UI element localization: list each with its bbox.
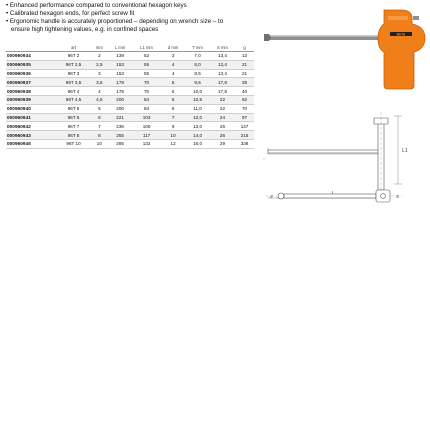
- table-cell: 139: [108, 52, 132, 61]
- svg-text:L1: L1: [402, 148, 408, 154]
- svg-text:d: d: [270, 194, 273, 199]
- article-code-cell: 000960943: [6, 131, 56, 140]
- table-cell: 14,0: [185, 131, 210, 140]
- table-cell: 96T 10: [56, 139, 90, 148]
- feature-item: • Calibrated hexagon ends, for perfect screw fit: [6, 10, 306, 18]
- table-cell: 55: [132, 69, 161, 78]
- table-cell: 13,4: [210, 69, 235, 78]
- table-header-row: [6, 36, 254, 52]
- table-cell: 6: [91, 113, 109, 122]
- table-cell: 21: [235, 60, 254, 69]
- table-cell: 97: [235, 113, 254, 122]
- table-cell: 96T 6: [56, 113, 90, 122]
- table-row: [6, 122, 254, 131]
- table-row: [6, 131, 254, 140]
- table-cell: 55: [132, 60, 161, 69]
- table-cell: 70: [235, 104, 254, 113]
- table-cell: 52: [132, 52, 161, 61]
- table-cell: 4,5: [91, 95, 109, 104]
- table-cell: 215: [235, 131, 254, 140]
- article-code-cell: 000960940: [6, 104, 56, 113]
- table-cell: 132: [132, 139, 161, 148]
- table-cell: 6: [161, 104, 185, 113]
- table-cell: 10: [161, 131, 185, 140]
- feature-item-continuation: ensure high tightening values, e.g. in confined spaces: [11, 26, 159, 33]
- spec-table: [6, 36, 254, 149]
- table-cell: 200: [108, 104, 132, 113]
- column-header: [6, 36, 56, 52]
- table-cell: 5: [161, 78, 185, 87]
- table-cell: 62: [235, 95, 254, 104]
- table-row: [6, 104, 254, 113]
- table-cell: 10,0: [185, 87, 210, 96]
- table-row: [6, 87, 254, 96]
- table-cell: 26: [210, 131, 235, 140]
- table-cell: 84: [132, 104, 161, 113]
- table-cell: 11,0: [185, 104, 210, 113]
- table-cell: 153: [108, 60, 132, 69]
- table-cell: 8,5: [185, 69, 210, 78]
- table-cell: 96T 8: [56, 131, 90, 140]
- feature-list: [6, 2, 306, 34]
- feature-item: • Enhanced performance compared to conventional hexagon keys: [6, 2, 306, 10]
- table-cell: 24: [210, 113, 235, 122]
- table-cell: 10: [91, 139, 109, 148]
- table-cell: 12,0: [185, 113, 210, 122]
- table-row: [6, 139, 254, 148]
- table-cell: 2,5: [91, 60, 109, 69]
- table-cell: 285: [108, 139, 132, 148]
- table-cell: 8: [91, 131, 109, 140]
- handle: [378, 10, 425, 89]
- table-row: [6, 78, 254, 87]
- table-row: [6, 60, 254, 69]
- table-cell: 70: [132, 78, 161, 87]
- table-cell: 7,0: [185, 52, 210, 61]
- table-cell: 17,8: [210, 87, 235, 96]
- table-cell: 4: [161, 69, 185, 78]
- table-cell: 4: [161, 60, 185, 69]
- article-code-cell: 000960935: [6, 60, 56, 69]
- top-view-drawing: [262, 186, 428, 206]
- table-cell: 10,5: [185, 95, 210, 104]
- table-cell: 106: [132, 122, 161, 131]
- article-code-cell: 000960941: [6, 113, 56, 122]
- column-header: d mm: [161, 36, 185, 52]
- table-cell: 12: [161, 139, 185, 148]
- feature-item: • Ergonomic handle is accurately proportioned – depending on wrench size – to: [6, 18, 306, 26]
- table-cell: 221: [108, 113, 132, 122]
- table-cell: 21: [235, 69, 254, 78]
- table-cell: 147: [235, 122, 254, 131]
- article-code-cell: 000960939: [6, 95, 56, 104]
- table-cell: 96T 2,5: [56, 60, 90, 69]
- column-header: mm: [91, 36, 109, 52]
- table-cell: 29: [210, 139, 235, 148]
- svg-text:S: S: [396, 194, 400, 199]
- table-cell: 96T 3: [56, 69, 90, 78]
- table-cell: 179: [108, 78, 132, 87]
- table-cell: 38: [235, 78, 254, 87]
- table-cell: 96T 5: [56, 104, 90, 113]
- column-header: S mm: [210, 36, 235, 52]
- table-cell: 22: [210, 104, 235, 113]
- table-cell: 13,4: [210, 60, 235, 69]
- table-cell: 96T 2: [56, 52, 90, 61]
- table-cell: 153: [108, 69, 132, 78]
- table-cell: 5: [161, 87, 185, 96]
- table-cell: 17,8: [210, 78, 235, 87]
- table-row: [6, 52, 254, 61]
- table-cell: 26: [210, 122, 235, 131]
- table-cell: 9: [161, 122, 185, 131]
- column-header: T mm: [185, 36, 210, 52]
- table-cell: 338: [235, 139, 254, 148]
- table-cell: 3,5: [91, 78, 109, 87]
- article-code-cell: 000960942: [6, 122, 56, 131]
- table-cell: 96T 3,5: [56, 78, 90, 87]
- column-header: L mm: [108, 36, 132, 52]
- table-cell: 13,0: [185, 122, 210, 131]
- table-cell: 255: [108, 131, 132, 140]
- table-cell: 96T 4,5: [56, 95, 90, 104]
- table-cell: 6: [161, 95, 185, 104]
- table-cell: 200: [108, 95, 132, 104]
- table-cell: 96T 4: [56, 87, 90, 96]
- article-code-cell: 000960936: [6, 69, 56, 78]
- table-cell: 84: [132, 95, 161, 104]
- table-cell: 3: [91, 69, 109, 78]
- table-cell: 7: [91, 122, 109, 131]
- short-leg: [413, 16, 419, 20]
- table-cell: 70: [132, 87, 161, 96]
- column-header: g: [235, 36, 254, 52]
- table-cell: 8,0: [185, 60, 210, 69]
- table-row: [6, 95, 254, 104]
- table-cell: 13,4: [210, 52, 235, 61]
- t-handle-hex-key-icon: [262, 8, 428, 90]
- column-header: L1 mm: [132, 36, 161, 52]
- article-code-cell: 000960934: [6, 52, 56, 61]
- svg-text:BETA: BETA: [396, 32, 406, 37]
- article-code-cell: 000960938: [6, 87, 56, 96]
- table-cell: 179: [108, 87, 132, 96]
- table-cell: 40: [235, 87, 254, 96]
- table-cell: 9,5: [185, 78, 210, 87]
- table-cell: 5: [91, 104, 109, 113]
- table-cell: 13: [235, 52, 254, 61]
- column-header: art: [56, 36, 90, 52]
- article-code-cell: 000960945: [6, 139, 56, 148]
- table-cell: 117: [132, 131, 161, 140]
- table-row: [6, 113, 254, 122]
- table-cell: 3: [161, 52, 185, 61]
- article-code-cell: 000960937: [6, 78, 56, 87]
- table-cell: 4: [91, 87, 109, 96]
- table-cell: 22: [210, 95, 235, 104]
- table-cell: 16,0: [185, 139, 210, 148]
- table-cell: 236: [108, 122, 132, 131]
- table-cell: 96T 7: [56, 122, 90, 131]
- table-cell: 7: [161, 113, 185, 122]
- table-row: [6, 69, 254, 78]
- table-cell: 2: [91, 52, 109, 61]
- table-cell: 103: [132, 113, 161, 122]
